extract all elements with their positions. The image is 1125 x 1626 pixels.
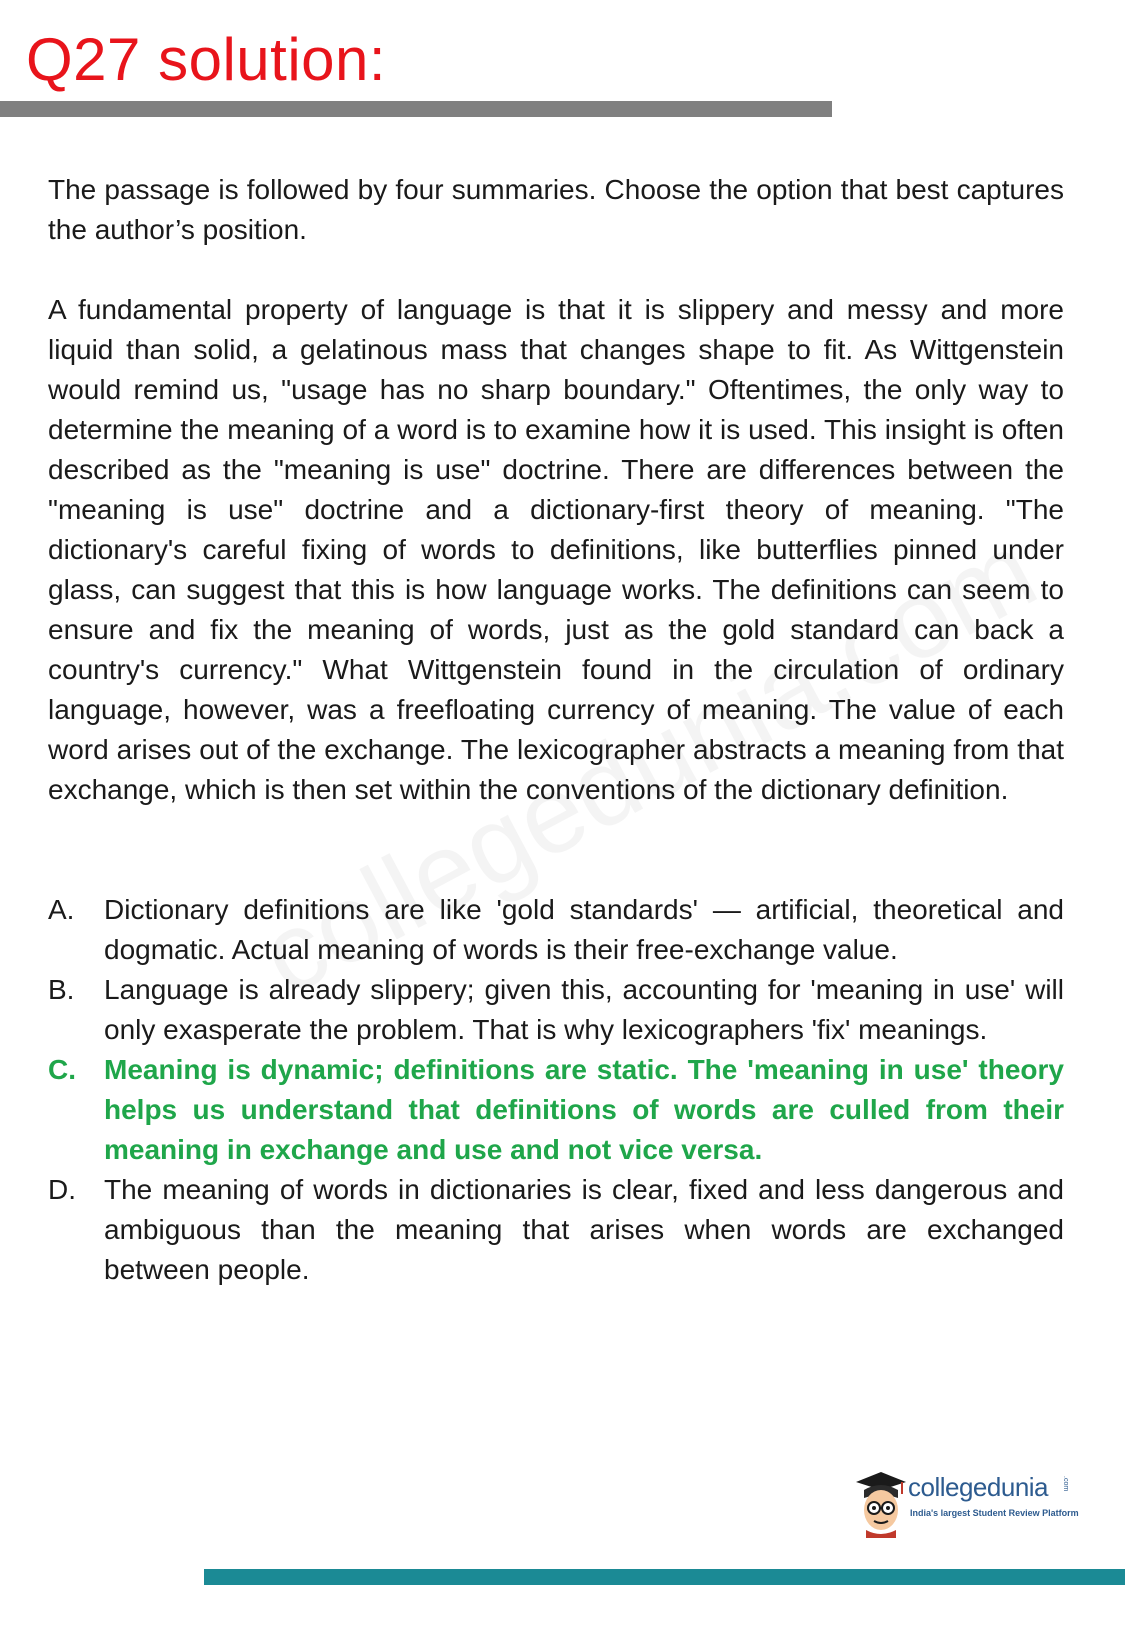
option-letter: D. <box>48 1174 76 1205</box>
option-c-correct <box>48 1050 1064 1170</box>
option-a <box>48 890 1064 970</box>
collegedunia-logo <box>852 1468 1079 1538</box>
option-text: The meaning of words in dictionaries is clear, fixed and less dangerous and ambiguous than the meaning that arises when words are exchanged between people. <box>104 1174 1064 1285</box>
option-text: Meaning is dynamic; definitions are static. The 'meaning in use' theory helps us understand that definitions of words are culled from their meaning in exchange and use and not vice versa. <box>104 1054 1064 1165</box>
logo-suffix: .com <box>1062 1476 1069 1492</box>
footer-bar <box>204 1569 1125 1585</box>
question-instruction: The passage is followed by four summaries. Choose the option that best captures the author’s position. <box>48 174 1064 245</box>
option-d <box>48 1170 1064 1290</box>
answer-options <box>48 890 1064 1290</box>
page-title: Q27 solution: <box>26 26 387 93</box>
option-text: Dictionary definitions are like 'gold standards' — artificial, theoretical and dogmatic. Actual meaning of words is their free-exchange value. <box>104 894 1064 965</box>
passage-text: A fundamental property of language is that it is slippery and messy and more liquid than solid, a gelatinous mass that changes shape to fit. As Wittgenstein would remind us, "usage has no sharp boundary." Oftentimes, the only way to determine the meaning of a word is to examine how it is used. This insight is often described as the "meaning is use" doctrine. There are differences between the "meaning is use" doctrine and a dictionary-first theory of meaning. "The dictionary's careful fixing of words to definitions, like butterflies pinned under glass, can suggest that this is how language works. The definitions can seem to ensure and fix the meaning of words, just as the gold standard can back a country's currency." What Wittgenstein found in the circulation of ordinary language, however, was a freefloating currency of meaning. The value of each word arises out of the exchange. The lexicographer abstracts a meaning from that exchange, which is then set within the conventions of the dictionary definition. <box>48 294 1064 805</box>
mascot-icon <box>852 1468 910 1538</box>
question-content <box>48 170 1064 1290</box>
title-underline <box>0 101 832 117</box>
option-text: Language is already slippery; given this, accounting for 'meaning in use' will only exasperate the problem. That is why lexicographers 'fix' meanings. <box>104 974 1064 1045</box>
option-letter: A. <box>48 894 75 925</box>
logo-wordmark: collegedunia <box>908 1472 1049 1502</box>
option-letter: C. <box>48 1054 76 1085</box>
logo-tagline: India's largest Student Review Platform <box>910 1508 1079 1518</box>
option-b <box>48 970 1064 1050</box>
option-letter: B. <box>48 974 75 1005</box>
